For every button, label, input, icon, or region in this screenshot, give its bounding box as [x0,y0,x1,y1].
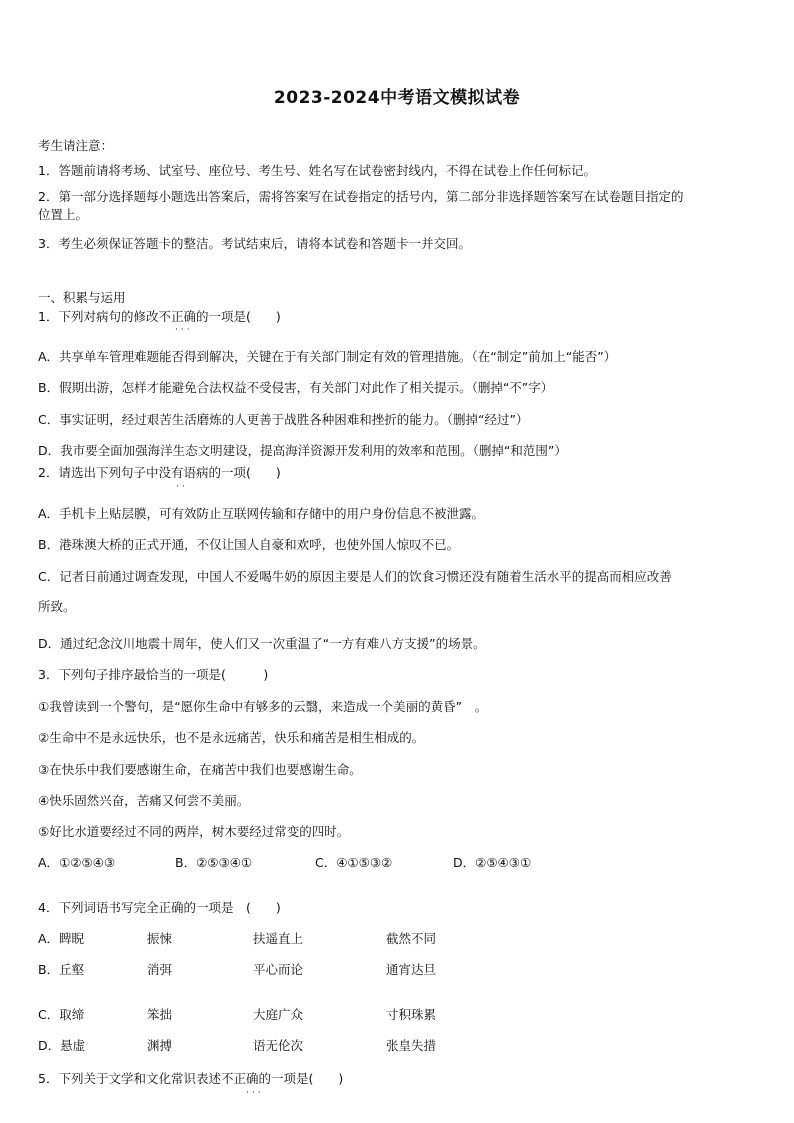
q4-row-a-word-3: 扶遥直上 [253,931,304,946]
q3-sentence-1: ①我曾读到一个警句，是“愿你生命中有够多的云翳，来造成一个美丽的黄昏” 。 [38,699,488,714]
q1-stem: 1．下列对病句的修改不正确的一项是( ) [38,309,281,324]
q4-row-d-word-1: D．悬虚 [38,1038,86,1053]
q3-option-d: D．②⑤④③① [453,855,532,870]
notice-item-3: 3．考生必须保证答题卡的整洁。考试结束后，请将本试卷和答题卡一并交回。 [38,236,471,251]
exam-title: 2023-2024中考语文模拟试卷 [273,88,521,108]
q4-row-c-word-4: 寸积珠累 [386,1007,437,1022]
q3-option-a: A．①②⑤④③ [38,855,116,870]
q4-row-a-word-4: 截然不同 [386,931,437,946]
section-heading: 一、积累与运用 [38,290,126,305]
q4-row-b-word-1: B．丘壑 [38,962,85,977]
q4-row-b-word-2: 消弭 [147,962,173,977]
q4-row-c-word-3: 大庭广众 [253,1007,304,1022]
q4-row-a-word-1: A．睥睨 [38,931,85,946]
q2-option-c: C．记者日前通过调查发现，中国人不爱喝牛奶的原因主要是人们的饮食习惯还没有随着生活水平的提高而相应改善 [38,569,672,584]
notice-item-1: 1．答题前请将考场、试室号、座位号、考生号、姓名写在试卷密封线内，不得在试卷上作任何标记。 [38,163,596,178]
q1-option-d: D．我市要全面加强海洋生态文明建设，提高海洋资源开发利用的效率和范围。（删掉“和范围”） [38,443,567,458]
q1-option-a: A．共享单车管理难题能否得到解决，关键在于有关部门制定有效的管理措施。（在“制定”前加上“能否”） [38,349,617,364]
q4-stem: 4．下列词语书写完全正确的一项是 ( ) [38,900,281,915]
q2-emphasis-dots: ·· [176,482,188,492]
notice-header: 考生请注意： [38,138,114,153]
q2-option-a: A．手机卡上贴层膜，可有效防止互联网传输和存储中的用户身份信息不被泄露。 [38,506,485,521]
q2-option-d: D．通过纪念汶川地震十周年，使人们又一次重温了“一方有难八方支援”的场景。 [38,636,486,651]
q4-row-a-word-2: 振悚 [147,931,173,946]
q3-sentence-2: ②生命中不是永远快乐，也不是永远痛苦，快乐和痛苦是相生相成的。 [38,730,425,745]
q3-sentence-4: ④快乐固然兴奋，苦痛又何尝不美丽。 [38,793,250,808]
q4-row-b-word-4: 通宵达旦 [386,962,437,977]
q4-row-c-word-1: C．取缔 [38,1007,85,1022]
q4-row-c-word-2: 笨拙 [147,1007,173,1022]
q3-sentence-3: ③在快乐中我们要感谢生命，在痛苦中我们也要感谢生命。 [38,762,362,777]
q4-row-d-word-2: 渊搏 [147,1038,173,1053]
q1-emphasis-dots: ··· [175,325,193,335]
q5-emphasis-dots: ··· [246,1088,264,1098]
notice-item-2: 2．第一部分选择题每小题选出答案后，需将答案写在试卷指定的括号内，第二部分非选择题答案写在试卷题目指定的 [38,189,684,204]
q1-option-c: C．事实证明，经过艰苦生活磨炼的人更善于战胜各种困难和挫折的能力。（删掉“经过”） [38,412,529,427]
q2-option-b: B．港珠澳大桥的正式开通，不仅让国人自豪和欢呼，也使外国人惊叹不已。 [38,537,460,552]
q3-option-b: B．②⑤③④① [175,855,253,870]
q3-stem: 3．下列句子排序最恰当的一项是( ) [38,667,269,682]
q5-stem: 5．下列关于文学和文化常识表述不正确的一项是( ) [38,1071,344,1086]
q2-stem: 2．请选出下列句子中没有语病的一项( ) [38,465,281,480]
q2-option-c-cont: 所致。 [38,599,76,614]
q4-row-b-word-3: 平心而论 [253,962,304,977]
q4-row-d-word-4: 张皇失措 [386,1038,437,1053]
q3-option-c: C．④①⑤③② [315,855,393,870]
notice-item-2-cont: 位置上。 [38,207,89,222]
q3-sentence-5: ⑤好比水道要经过不同的两岸，树木要经过常变的四时。 [38,824,350,839]
q1-option-b: B．假期出游，怎样才能避免合法权益不受侵害，有关部门对此作了相关提示。（删掉“不”字） [38,380,554,395]
q4-row-d-word-3: 语无伦次 [253,1038,304,1053]
